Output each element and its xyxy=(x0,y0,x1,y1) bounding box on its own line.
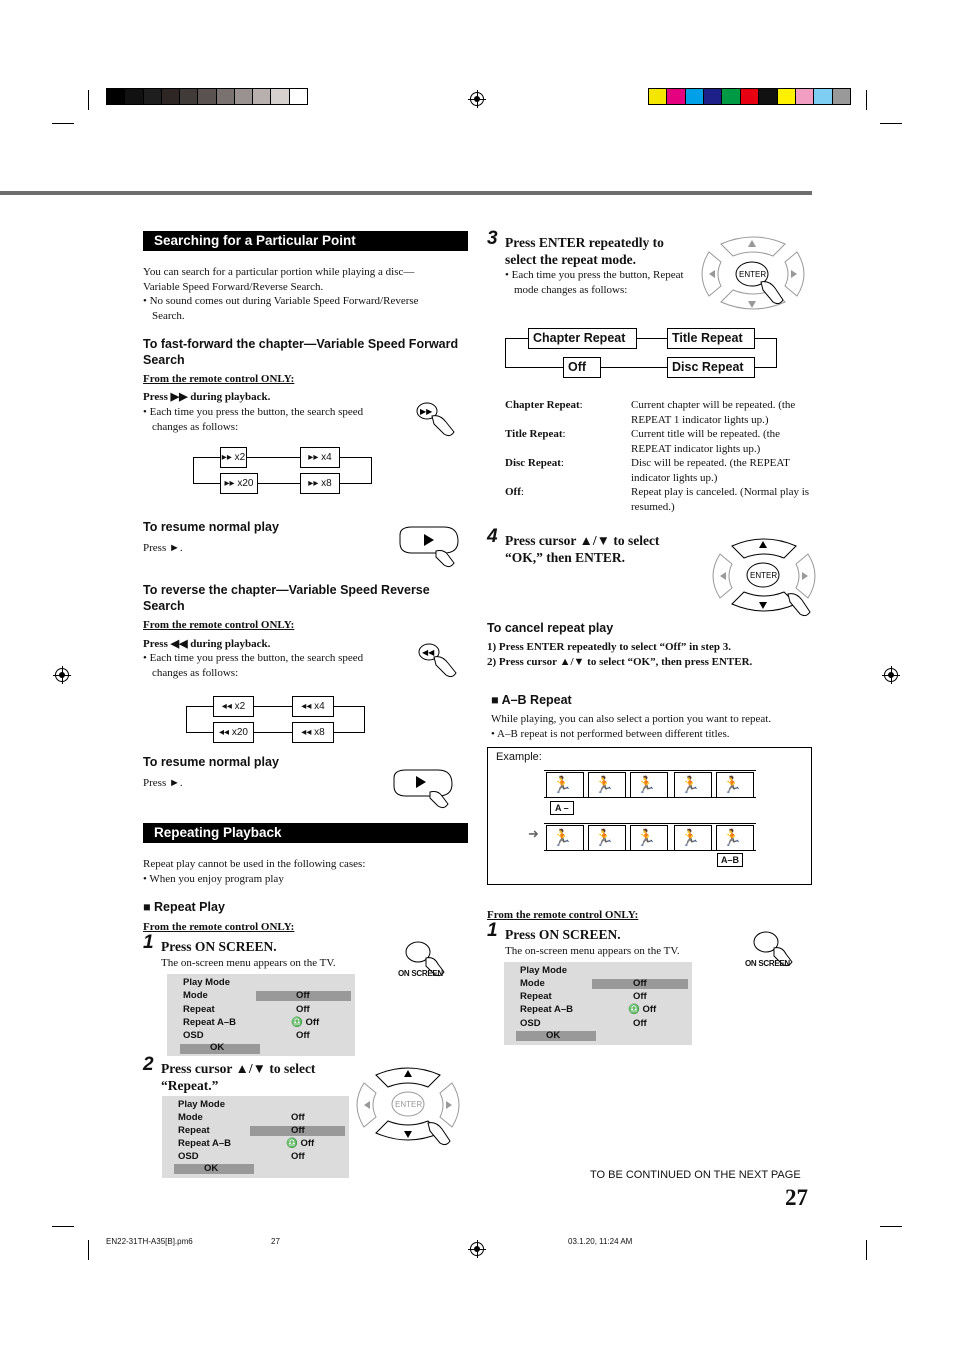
search-bullet: • No sound comes out during Variable Speed Forward/Reverse Search. xyxy=(143,295,419,322)
ff-bullet: • Each time you press the button, the search speed changes as follows: xyxy=(143,406,364,433)
page-number: 27 xyxy=(785,1185,808,1210)
color-swatch xyxy=(179,88,198,105)
crop-mark xyxy=(866,90,867,110)
color-swatch xyxy=(795,88,814,105)
remote-cursor-pad-icon xyxy=(350,1065,465,1150)
resume-heading: To resume normal play xyxy=(143,520,279,534)
section-title-repeat: Repeating Playback xyxy=(143,823,468,843)
color-swatch xyxy=(813,88,832,105)
runner-figure-icon: 🏃 xyxy=(636,777,656,794)
ff-speed-box: ▸▸ x8 xyxy=(300,473,340,494)
rev-speed-box: ◂◂ x8 xyxy=(292,722,334,743)
runner-figure-icon: 🏃 xyxy=(680,777,700,794)
right-step1-sub: The on-screen menu appears on the TV. xyxy=(505,945,680,957)
resume-text: Press ►. xyxy=(143,542,183,554)
repeat-intro: Repeat play cannot be used in the following cases: xyxy=(143,858,366,870)
step1-sub: The on-screen menu appears on the TV. xyxy=(161,957,336,969)
rev-heading: To reverse the chapter—Variable Speed Reverse Search xyxy=(143,583,430,613)
svg-text:ENTER: ENTER xyxy=(395,1100,423,1109)
resume-heading-2: To resume normal play xyxy=(143,755,279,769)
marker-ab: A–B xyxy=(717,853,743,867)
step3-text: Press ENTER repeatedly to select the repeat mode. xyxy=(505,235,664,267)
remote-only-label: From the remote control ONLY: xyxy=(487,909,639,921)
ab-bullet: • A–B repeat is not performed between different titles. xyxy=(491,728,730,740)
process-color-bar xyxy=(648,88,850,105)
right-step1-text: Press ON SCREEN. xyxy=(505,927,621,942)
ff-speed-box: ▸▸ x2 xyxy=(220,447,247,468)
crop-mark xyxy=(52,1226,74,1227)
header-rule xyxy=(0,191,812,195)
repeat-mode-box: Off xyxy=(563,357,601,378)
cancel-step-1: 1) Press ENTER repeatedly to select “Off” in step 3. xyxy=(487,641,732,653)
marker-a: A – xyxy=(550,801,574,815)
color-swatch xyxy=(161,88,180,105)
repeat-mode-box: Chapter Repeat xyxy=(528,328,637,349)
remote-enter-pad-icon xyxy=(695,232,810,317)
section-title-search: Searching for a Particular Point xyxy=(143,231,468,251)
resume-text-2: Press ►. xyxy=(143,777,183,789)
ff-press-text: Press ▶▶ during playback. xyxy=(143,391,271,403)
on-screen-label: ON SCREEN xyxy=(398,969,443,978)
step-number: 3 xyxy=(487,228,498,249)
color-swatch xyxy=(106,88,125,105)
registration-mark-icon xyxy=(470,92,484,106)
color-swatch xyxy=(252,88,271,105)
ff-speed-box: ▸▸ x20 xyxy=(220,473,258,494)
remote-play-icon xyxy=(396,523,466,569)
runner-figure-icon: 🏃 xyxy=(552,830,572,847)
runner-figure-icon: 🏃 xyxy=(680,830,700,847)
rev-press-text: Press ◀◀ during playback. xyxy=(143,638,271,650)
step3-bullet: • Each time you press the button, Repeat mode changes as follows: xyxy=(505,269,684,296)
osd-menu-repeat-selected: Play Mode Mode Off Repeat Off Repeat A–B ♎ Off OSD Off OK xyxy=(162,1096,349,1178)
fast-forward-icon: ▶▶ xyxy=(170,391,188,403)
arrow-right-icon: ➜ xyxy=(528,826,539,841)
color-swatch xyxy=(216,88,235,105)
example-label: Example: xyxy=(496,751,542,763)
color-swatch xyxy=(124,88,143,105)
footer-file: EN22-31TH-A35[B].pm6 xyxy=(106,1237,193,1246)
ff-heading: To fast-forward the chapter—Variable Speed Forward Search xyxy=(143,337,459,367)
color-swatch xyxy=(143,88,162,105)
color-swatch xyxy=(758,88,777,105)
runner-figure-icon: 🏃 xyxy=(594,777,614,794)
runner-figure-icon: 🏃 xyxy=(552,777,572,794)
remote-cursor-pad-icon xyxy=(706,536,821,621)
color-swatch xyxy=(777,88,796,105)
crop-mark xyxy=(880,1226,902,1227)
rev-speed-box: ◂◂ x20 xyxy=(213,722,254,743)
color-swatch xyxy=(648,88,667,105)
color-swatch xyxy=(270,88,289,105)
step-number: 1 xyxy=(143,932,154,953)
step-number: 4 xyxy=(487,526,498,547)
ab-intro: While playing, you can also select a portion you want to repeat. xyxy=(491,713,772,725)
rev-bullet: • Each time you press the button, the search speed changes as follows: xyxy=(143,652,364,679)
registration-mark-icon xyxy=(884,668,898,682)
crop-mark xyxy=(88,90,89,110)
remote-play-icon xyxy=(390,766,460,812)
step-number: 1 xyxy=(487,920,498,941)
svg-text:▶▶: ▶▶ xyxy=(420,407,433,416)
crop-mark xyxy=(52,123,74,124)
ff-speed-box: ▸▸ x4 xyxy=(300,447,340,468)
repeat-mode-box: Disc Repeat xyxy=(667,357,755,378)
footer-file-page: 27 xyxy=(271,1237,280,1246)
remote-only-label: From the remote control ONLY: xyxy=(143,373,295,385)
repeat-mode-box: Title Repeat xyxy=(667,328,755,349)
svg-text:ENTER: ENTER xyxy=(739,270,767,279)
rev-speed-box: ◂◂ x2 xyxy=(213,696,254,717)
search-intro: You can search for a particular portion while playing a disc—Variable Speed Forward/Reverse Search. xyxy=(143,266,415,293)
runner-figure-icon: 🏃 xyxy=(636,830,656,847)
color-swatch xyxy=(197,88,216,105)
svg-text:ENTER: ENTER xyxy=(750,571,778,580)
color-swatch xyxy=(685,88,704,105)
grayscale-color-bar xyxy=(106,88,307,105)
runner-figure-icon: 🏃 xyxy=(594,830,614,847)
footer-date: 03.1.20, 11:24 AM xyxy=(568,1237,633,1246)
color-swatch xyxy=(666,88,685,105)
runner-figure-icon: 🏃 xyxy=(722,830,742,847)
crop-mark xyxy=(880,123,902,124)
color-swatch xyxy=(703,88,722,105)
rewind-icon: ◀◀ xyxy=(170,638,188,650)
rev-speed-box: ◂◂ x4 xyxy=(292,696,334,717)
step-number: 2 xyxy=(143,1054,154,1075)
remote-only-label: From the remote control ONLY: xyxy=(143,619,295,631)
remote-only-label: From the remote control ONLY: xyxy=(143,921,295,933)
remote-fast-forward-icon xyxy=(410,400,460,440)
color-swatch xyxy=(289,88,308,105)
registration-mark-icon xyxy=(470,1242,484,1256)
color-swatch xyxy=(832,88,851,105)
cancel-step-2: 2) Press cursor ▲/▼ to select “OK”, then press ENTER. xyxy=(487,656,753,668)
ab-example-box xyxy=(487,747,812,885)
crop-mark xyxy=(866,1240,867,1260)
registration-mark-icon xyxy=(55,668,69,682)
step4-text: Press cursor ▲/▼ to select “OK,” then ENTER. xyxy=(505,533,660,565)
color-swatch xyxy=(234,88,253,105)
continued-note: TO BE CONTINUED ON THE NEXT PAGE xyxy=(590,1169,801,1181)
on-screen-label: ON SCREEN xyxy=(745,959,790,968)
crop-mark xyxy=(88,1240,89,1260)
repeat-play-heading: ■ Repeat Play xyxy=(143,900,225,914)
color-swatch xyxy=(740,88,759,105)
remote-rewind-icon xyxy=(414,642,464,682)
color-swatch xyxy=(721,88,740,105)
repeat-symbol-icon: ♎ xyxy=(628,1004,640,1015)
ab-heading: ■ A–B Repeat xyxy=(491,693,572,707)
runner-figure-icon: 🏃 xyxy=(722,777,742,794)
repeat-bullet: • When you enjoy program play xyxy=(143,873,284,885)
osd-menu: Play Mode Mode Off Repeat Off Repeat A–B ♎ Off OSD Off OK xyxy=(504,962,692,1045)
step2-text: Press cursor ▲/▼ to select “Repeat.” xyxy=(161,1061,316,1093)
svg-text:◀◀: ◀◀ xyxy=(422,648,435,657)
step1-text: Press ON SCREEN. xyxy=(161,939,277,954)
cancel-heading: To cancel repeat play xyxy=(487,621,614,635)
repeat-symbol-icon: ♎ xyxy=(291,1017,303,1028)
repeat-symbol-icon: ♎ xyxy=(286,1138,298,1149)
osd-menu: Play Mode Mode Off Repeat Off Repeat A–B ♎ Off OSD Off OK xyxy=(167,974,355,1056)
